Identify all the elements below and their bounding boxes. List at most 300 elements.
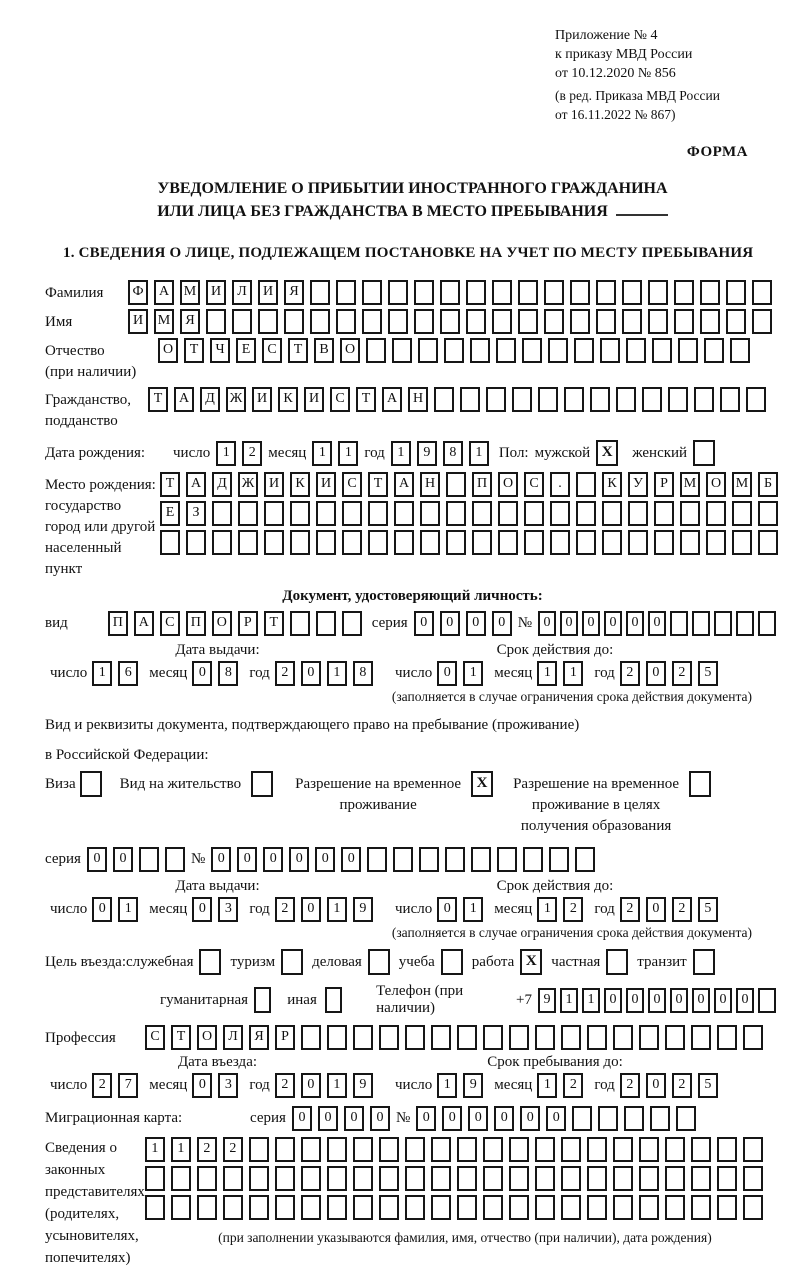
char-cell[interactable]: [249, 1195, 269, 1220]
char-cell[interactable]: 0: [442, 1106, 462, 1131]
char-cell[interactable]: [509, 1025, 529, 1050]
char-cell[interactable]: 2: [275, 1073, 295, 1098]
char-cell[interactable]: О: [197, 1025, 217, 1050]
char-cell[interactable]: [576, 530, 596, 555]
char-cell[interactable]: А: [174, 387, 194, 412]
vnzh-checkbox[interactable]: [251, 771, 273, 797]
char-cell[interactable]: [171, 1195, 191, 1220]
char-cell[interactable]: [275, 1195, 295, 1220]
char-cell[interactable]: [743, 1137, 763, 1162]
char-cell[interactable]: 1: [312, 441, 332, 466]
char-cell[interactable]: [726, 280, 746, 305]
char-cell[interactable]: 1: [582, 988, 600, 1013]
char-cell[interactable]: 0: [192, 897, 212, 922]
char-cell[interactable]: [714, 611, 732, 636]
char-cell[interactable]: [613, 1025, 633, 1050]
char-cell[interactable]: [197, 1166, 217, 1191]
char-cell[interactable]: [353, 1025, 373, 1050]
char-cell[interactable]: [694, 387, 714, 412]
char-cell[interactable]: [676, 1106, 696, 1131]
char-cell[interactable]: 0: [440, 611, 460, 636]
char-cell[interactable]: [758, 501, 778, 526]
char-cell[interactable]: [420, 530, 440, 555]
char-cell[interactable]: 8: [353, 661, 373, 686]
char-cell[interactable]: [336, 280, 356, 305]
char-cell[interactable]: [691, 1137, 711, 1162]
char-cell[interactable]: [624, 1106, 644, 1131]
char-cell[interactable]: 5: [698, 897, 718, 922]
char-cell[interactable]: Р: [654, 472, 674, 497]
char-cell[interactable]: Р: [275, 1025, 295, 1050]
char-cell[interactable]: 0: [466, 611, 486, 636]
char-cell[interactable]: Ф: [128, 280, 148, 305]
char-cell[interactable]: [472, 530, 492, 555]
char-cell[interactable]: 9: [353, 897, 373, 922]
char-cell[interactable]: 1: [216, 441, 236, 466]
char-cell[interactable]: [518, 309, 538, 334]
char-cell[interactable]: С: [342, 472, 362, 497]
char-cell[interactable]: А: [382, 387, 402, 412]
char-cell[interactable]: 1: [327, 661, 347, 686]
char-cell[interactable]: [732, 530, 752, 555]
char-cell[interactable]: [264, 501, 284, 526]
char-cell[interactable]: 0: [736, 988, 754, 1013]
char-cell[interactable]: [602, 501, 622, 526]
char-cell[interactable]: 2: [620, 897, 640, 922]
char-cell[interactable]: 0: [301, 661, 321, 686]
char-cell[interactable]: 0: [344, 1106, 364, 1131]
char-cell[interactable]: 2: [275, 661, 295, 686]
char-cell[interactable]: [394, 530, 414, 555]
char-cell[interactable]: [492, 280, 512, 305]
char-cell[interactable]: [587, 1166, 607, 1191]
char-cell[interactable]: 1: [327, 897, 347, 922]
char-cell[interactable]: [342, 530, 362, 555]
char-cell[interactable]: [301, 1137, 321, 1162]
char-cell[interactable]: [290, 501, 310, 526]
char-cell[interactable]: А: [154, 280, 174, 305]
char-cell[interactable]: 0: [646, 897, 666, 922]
char-cell[interactable]: [626, 338, 646, 363]
char-cell[interactable]: [310, 309, 330, 334]
char-cell[interactable]: [509, 1137, 529, 1162]
char-cell[interactable]: 0: [546, 1106, 566, 1131]
char-cell[interactable]: 2: [672, 661, 692, 686]
char-cell[interactable]: [613, 1166, 633, 1191]
char-cell[interactable]: [368, 501, 388, 526]
char-cell[interactable]: [223, 1166, 243, 1191]
char-cell[interactable]: 0: [538, 611, 556, 636]
sex-male-checkbox[interactable]: X: [596, 440, 618, 466]
char-cell[interactable]: [648, 280, 668, 305]
char-cell[interactable]: 2: [275, 897, 295, 922]
char-cell[interactable]: [691, 1195, 711, 1220]
char-cell[interactable]: 0: [301, 897, 321, 922]
char-cell[interactable]: [622, 309, 642, 334]
char-cell[interactable]: И: [304, 387, 324, 412]
char-cell[interactable]: Е: [160, 501, 180, 526]
char-cell[interactable]: [336, 309, 356, 334]
char-cell[interactable]: [471, 847, 491, 872]
char-cell[interactable]: [379, 1195, 399, 1220]
char-cell[interactable]: В: [314, 338, 334, 363]
char-cell[interactable]: 8: [443, 441, 463, 466]
char-cell[interactable]: А: [134, 611, 154, 636]
char-cell[interactable]: Н: [408, 387, 428, 412]
char-cell[interactable]: [665, 1195, 685, 1220]
char-cell[interactable]: [418, 338, 438, 363]
char-cell[interactable]: [440, 309, 460, 334]
char-cell[interactable]: [232, 309, 252, 334]
char-cell[interactable]: [431, 1137, 451, 1162]
char-cell[interactable]: [628, 530, 648, 555]
char-cell[interactable]: [470, 338, 490, 363]
char-cell[interactable]: [535, 1137, 555, 1162]
char-cell[interactable]: [496, 338, 516, 363]
char-cell[interactable]: Т: [368, 472, 388, 497]
char-cell[interactable]: 0: [318, 1106, 338, 1131]
char-cell[interactable]: [414, 280, 434, 305]
char-cell[interactable]: Ж: [226, 387, 246, 412]
char-cell[interactable]: [570, 309, 590, 334]
purpose-turizm-checkbox[interactable]: [281, 949, 303, 975]
char-cell[interactable]: 9: [538, 988, 556, 1013]
char-cell[interactable]: [654, 501, 674, 526]
purpose-chastnaya-checkbox[interactable]: [606, 949, 628, 975]
char-cell[interactable]: 0: [437, 661, 457, 686]
char-cell[interactable]: 7: [118, 1073, 138, 1098]
char-cell[interactable]: 0: [648, 988, 666, 1013]
char-cell[interactable]: [622, 280, 642, 305]
char-cell[interactable]: [486, 387, 506, 412]
char-cell[interactable]: 0: [113, 847, 133, 872]
char-cell[interactable]: [602, 530, 622, 555]
char-cell[interactable]: [379, 1137, 399, 1162]
char-cell[interactable]: [327, 1166, 347, 1191]
char-cell[interactable]: Т: [184, 338, 204, 363]
char-cell[interactable]: [206, 309, 226, 334]
char-cell[interactable]: [362, 309, 382, 334]
char-cell[interactable]: [139, 847, 159, 872]
char-cell[interactable]: 1: [537, 897, 557, 922]
char-cell[interactable]: О: [158, 338, 178, 363]
char-cell[interactable]: 0: [582, 611, 600, 636]
char-cell[interactable]: [342, 611, 362, 636]
char-cell[interactable]: [446, 472, 466, 497]
char-cell[interactable]: [561, 1166, 581, 1191]
char-cell[interactable]: [405, 1166, 425, 1191]
char-cell[interactable]: [572, 1106, 592, 1131]
char-cell[interactable]: [613, 1195, 633, 1220]
char-cell[interactable]: [522, 338, 542, 363]
char-cell[interactable]: [642, 387, 662, 412]
char-cell[interactable]: [492, 309, 512, 334]
char-cell[interactable]: И: [128, 309, 148, 334]
char-cell[interactable]: 0: [414, 611, 434, 636]
char-cell[interactable]: [665, 1025, 685, 1050]
char-cell[interactable]: [249, 1166, 269, 1191]
char-cell[interactable]: 0: [92, 897, 112, 922]
char-cell[interactable]: [419, 847, 439, 872]
char-cell[interactable]: [212, 501, 232, 526]
char-cell[interactable]: [327, 1025, 347, 1050]
char-cell[interactable]: 1: [92, 661, 112, 686]
char-cell[interactable]: П: [472, 472, 492, 497]
purpose-delovaya-checkbox[interactable]: [368, 949, 390, 975]
char-cell[interactable]: [483, 1137, 503, 1162]
char-cell[interactable]: 1: [469, 441, 489, 466]
char-cell[interactable]: 1: [537, 1073, 557, 1098]
char-cell[interactable]: [264, 530, 284, 555]
char-cell[interactable]: [388, 309, 408, 334]
char-cell[interactable]: [431, 1025, 451, 1050]
char-cell[interactable]: Я: [249, 1025, 269, 1050]
char-cell[interactable]: [466, 280, 486, 305]
char-cell[interactable]: [639, 1195, 659, 1220]
char-cell[interactable]: 2: [563, 897, 583, 922]
char-cell[interactable]: [518, 280, 538, 305]
char-cell[interactable]: З: [186, 501, 206, 526]
char-cell[interactable]: [223, 1195, 243, 1220]
char-cell[interactable]: [457, 1137, 477, 1162]
char-cell[interactable]: [596, 309, 616, 334]
char-cell[interactable]: [758, 611, 776, 636]
char-cell[interactable]: [680, 501, 700, 526]
char-cell[interactable]: [466, 309, 486, 334]
char-cell[interactable]: [523, 847, 543, 872]
char-cell[interactable]: [752, 309, 772, 334]
char-cell[interactable]: [613, 1137, 633, 1162]
char-cell[interactable]: [497, 847, 517, 872]
char-cell[interactable]: [258, 309, 278, 334]
char-cell[interactable]: [290, 611, 310, 636]
char-cell[interactable]: 6: [118, 661, 138, 686]
char-cell[interactable]: [544, 280, 564, 305]
char-cell[interactable]: [704, 338, 724, 363]
char-cell[interactable]: [758, 988, 776, 1013]
char-cell[interactable]: [650, 1106, 670, 1131]
char-cell[interactable]: 2: [242, 441, 262, 466]
char-cell[interactable]: С: [524, 472, 544, 497]
char-cell[interactable]: С: [262, 338, 282, 363]
char-cell[interactable]: [654, 530, 674, 555]
char-cell[interactable]: [446, 530, 466, 555]
char-cell[interactable]: [746, 387, 766, 412]
char-cell[interactable]: [574, 338, 594, 363]
char-cell[interactable]: 1: [560, 988, 578, 1013]
char-cell[interactable]: [301, 1195, 321, 1220]
char-cell[interactable]: [564, 387, 584, 412]
char-cell[interactable]: [483, 1195, 503, 1220]
char-cell[interactable]: 0: [648, 611, 666, 636]
char-cell[interactable]: 0: [289, 847, 309, 872]
char-cell[interactable]: [310, 280, 330, 305]
char-cell[interactable]: 0: [211, 847, 231, 872]
char-cell[interactable]: [353, 1166, 373, 1191]
char-cell[interactable]: [549, 847, 569, 872]
char-cell[interactable]: 1: [118, 897, 138, 922]
char-cell[interactable]: [628, 501, 648, 526]
char-cell[interactable]: [576, 501, 596, 526]
char-cell[interactable]: [720, 387, 740, 412]
char-cell[interactable]: [301, 1166, 321, 1191]
char-cell[interactable]: [550, 530, 570, 555]
char-cell[interactable]: [706, 530, 726, 555]
char-cell[interactable]: [706, 501, 726, 526]
char-cell[interactable]: [431, 1166, 451, 1191]
char-cell[interactable]: 0: [626, 611, 644, 636]
char-cell[interactable]: [570, 280, 590, 305]
char-cell[interactable]: [576, 472, 596, 497]
char-cell[interactable]: М: [180, 280, 200, 305]
char-cell[interactable]: Н: [420, 472, 440, 497]
char-cell[interactable]: [665, 1137, 685, 1162]
char-cell[interactable]: [212, 530, 232, 555]
char-cell[interactable]: 0: [192, 661, 212, 686]
char-cell[interactable]: С: [160, 611, 180, 636]
char-cell[interactable]: [726, 309, 746, 334]
char-cell[interactable]: Р: [238, 611, 258, 636]
char-cell[interactable]: [145, 1195, 165, 1220]
char-cell[interactable]: С: [145, 1025, 165, 1050]
char-cell[interactable]: [145, 1166, 165, 1191]
char-cell[interactable]: 0: [292, 1106, 312, 1131]
char-cell[interactable]: 1: [537, 661, 557, 686]
char-cell[interactable]: [498, 501, 518, 526]
char-cell[interactable]: [652, 338, 672, 363]
char-cell[interactable]: И: [258, 280, 278, 305]
char-cell[interactable]: 0: [301, 1073, 321, 1098]
char-cell[interactable]: [717, 1137, 737, 1162]
char-cell[interactable]: [275, 1166, 295, 1191]
char-cell[interactable]: 1: [563, 661, 583, 686]
char-cell[interactable]: О: [340, 338, 360, 363]
char-cell[interactable]: Я: [180, 309, 200, 334]
char-cell[interactable]: [590, 387, 610, 412]
char-cell[interactable]: 5: [698, 661, 718, 686]
char-cell[interactable]: [692, 611, 710, 636]
char-cell[interactable]: [524, 530, 544, 555]
purpose-tranzit-checkbox[interactable]: [693, 949, 715, 975]
char-cell[interactable]: Л: [223, 1025, 243, 1050]
char-cell[interactable]: [405, 1025, 425, 1050]
char-cell[interactable]: [238, 530, 258, 555]
char-cell[interactable]: [596, 280, 616, 305]
char-cell[interactable]: [732, 501, 752, 526]
char-cell[interactable]: [668, 387, 688, 412]
char-cell[interactable]: [197, 1195, 217, 1220]
char-cell[interactable]: 0: [670, 988, 688, 1013]
char-cell[interactable]: [700, 309, 720, 334]
char-cell[interactable]: [512, 387, 532, 412]
char-cell[interactable]: [639, 1137, 659, 1162]
char-cell[interactable]: 9: [463, 1073, 483, 1098]
char-cell[interactable]: М: [154, 309, 174, 334]
char-cell[interactable]: [561, 1195, 581, 1220]
purpose-gumanitarnaya-checkbox[interactable]: [254, 987, 271, 1013]
char-cell[interactable]: [366, 338, 386, 363]
char-cell[interactable]: [316, 611, 336, 636]
char-cell[interactable]: [674, 309, 694, 334]
char-cell[interactable]: [538, 387, 558, 412]
char-cell[interactable]: 2: [92, 1073, 112, 1098]
rvp-checkbox[interactable]: X: [471, 771, 493, 797]
char-cell[interactable]: [392, 338, 412, 363]
char-cell[interactable]: И: [264, 472, 284, 497]
char-cell[interactable]: [431, 1195, 451, 1220]
char-cell[interactable]: 1: [437, 1073, 457, 1098]
char-cell[interactable]: 2: [197, 1137, 217, 1162]
char-cell[interactable]: 1: [463, 661, 483, 686]
char-cell[interactable]: [249, 1137, 269, 1162]
sex-female-checkbox[interactable]: [693, 440, 715, 466]
char-cell[interactable]: [587, 1025, 607, 1050]
char-cell[interactable]: П: [108, 611, 128, 636]
char-cell[interactable]: [165, 847, 185, 872]
char-cell[interactable]: Я: [284, 280, 304, 305]
char-cell[interactable]: [483, 1025, 503, 1050]
char-cell[interactable]: [368, 530, 388, 555]
char-cell[interactable]: [561, 1137, 581, 1162]
purpose-ucheba-checkbox[interactable]: [441, 949, 463, 975]
char-cell[interactable]: 0: [714, 988, 732, 1013]
char-cell[interactable]: 0: [520, 1106, 540, 1131]
char-cell[interactable]: Т: [264, 611, 284, 636]
char-cell[interactable]: 1: [171, 1137, 191, 1162]
char-cell[interactable]: 2: [620, 1073, 640, 1098]
char-cell[interactable]: 0: [237, 847, 257, 872]
char-cell[interactable]: [535, 1195, 555, 1220]
char-cell[interactable]: [535, 1166, 555, 1191]
char-cell[interactable]: [600, 338, 620, 363]
char-cell[interactable]: 1: [145, 1137, 165, 1162]
char-cell[interactable]: [587, 1195, 607, 1220]
char-cell[interactable]: [535, 1025, 555, 1050]
char-cell[interactable]: [342, 501, 362, 526]
char-cell[interactable]: [405, 1137, 425, 1162]
char-cell[interactable]: [498, 530, 518, 555]
char-cell[interactable]: [316, 530, 336, 555]
char-cell[interactable]: А: [186, 472, 206, 497]
char-cell[interactable]: [420, 501, 440, 526]
char-cell[interactable]: [736, 611, 754, 636]
char-cell[interactable]: [639, 1166, 659, 1191]
char-cell[interactable]: [743, 1166, 763, 1191]
char-cell[interactable]: [460, 387, 480, 412]
char-cell[interactable]: [717, 1195, 737, 1220]
char-cell[interactable]: Л: [232, 280, 252, 305]
char-cell[interactable]: Т: [288, 338, 308, 363]
char-cell[interactable]: 0: [492, 611, 512, 636]
char-cell[interactable]: [587, 1137, 607, 1162]
char-cell[interactable]: [379, 1025, 399, 1050]
char-cell[interactable]: [393, 847, 413, 872]
char-cell[interactable]: [316, 501, 336, 526]
char-cell[interactable]: Д: [200, 387, 220, 412]
char-cell[interactable]: М: [732, 472, 752, 497]
char-cell[interactable]: [548, 338, 568, 363]
char-cell[interactable]: И: [316, 472, 336, 497]
char-cell[interactable]: О: [212, 611, 232, 636]
char-cell[interactable]: [353, 1195, 373, 1220]
char-cell[interactable]: [353, 1137, 373, 1162]
purpose-rabota-checkbox[interactable]: X: [520, 949, 542, 975]
char-cell[interactable]: [678, 338, 698, 363]
char-cell[interactable]: А: [394, 472, 414, 497]
char-cell[interactable]: [674, 280, 694, 305]
char-cell[interactable]: [327, 1195, 347, 1220]
char-cell[interactable]: [700, 280, 720, 305]
